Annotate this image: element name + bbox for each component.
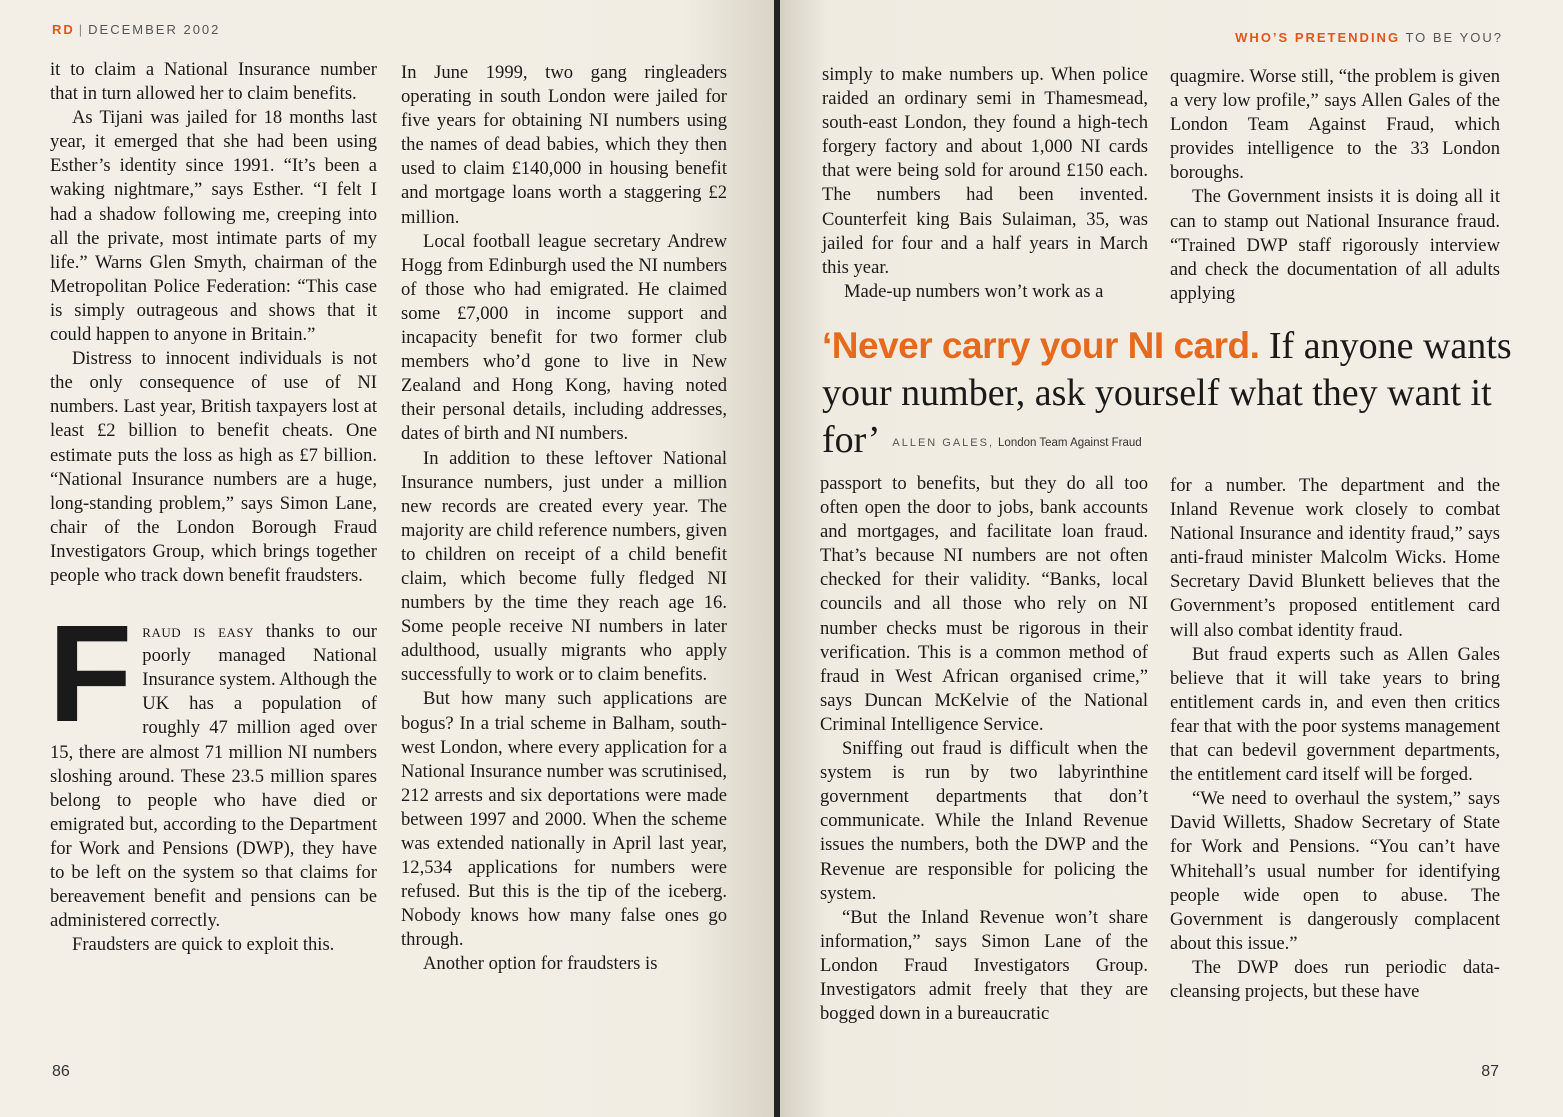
paragraph: The DWP does run periodic data-cleansing projects, but these have: [1170, 956, 1500, 1002]
running-head-left: [52, 22, 220, 37]
paragraph: The Government insists it is doing all it can to stamp out National Insurance fraud. “Trained DWP staff rigorously interview and check the documentation of all adults applying: [1170, 186, 1500, 304]
pull-quote-text: If anyone wants your number, ask yourself what they want it for’: [822, 325, 1512, 461]
attribution-name: ALLEN GALES,: [892, 436, 995, 449]
paragraph: Made-up numbers won’t work as a: [844, 280, 1104, 302]
left-column-1: [50, 58, 377, 957]
paragraph: Distress to innocent individuals is not the only consequence of use of NI numbers. Last year, British taxpayers lost at least £2 billion to benefit cheats. One estimate puts the loss as high as £7 billion. “National Insurance numbers are a huge, long-standing problem,” says Simon Lane, chair of the London Borough Fraud Investigators Group, which brings together people who track down benefit fraudsters.: [50, 348, 377, 586]
article-title-rest: TO BE YOU?: [1400, 30, 1503, 45]
attribution-org: London Team Against Fraud: [998, 436, 1142, 449]
paragraph: But how many such applications are bogus? In a trial scheme in Balham, south-west London, where every application for a National Insurance number was scrutinised, 212 arrests and six deportations were made between 1997 and 2000. When the scheme was extended nationally in April last year, 12,534 applications for numbers were refused. But this is the tip of the iceberg. Nobody knows how many false ones go through.: [401, 688, 727, 951]
lead-in-smallcaps: raud is easy: [142, 621, 255, 643]
pull-quote: [822, 322, 1522, 467]
paragraph: for a number. The department and the Inland Revenue work closely to combat National Insurance and identity fraud,” says anti-fraud minister Malcolm Wicks. Home Secretary David Blunkett believes that the Government’s proposed entitlement card will also combat identity fraud.: [1170, 475, 1500, 641]
right-column-2-top: [1170, 65, 1500, 306]
left-page: [0, 0, 776, 1117]
pull-quote-attribution: [892, 437, 1141, 449]
issue-date: DECEMBER 2002: [88, 22, 221, 37]
running-head-separator: |: [78, 22, 85, 37]
paragraph: it to claim a National Insurance number that in turn allowed her to claim benefits.: [50, 59, 377, 105]
paragraph: “We need to overhaul the system,” says David Willetts, Shadow Secretary of State for Work and Pensions. “You can’t have Whitehall’s usual number for identifying people wide open to abuse. The Government is dangerously complacent about this issue.”: [1170, 788, 1500, 954]
right-column-1-top: [822, 63, 1148, 304]
right-column-2-bottom: [1170, 474, 1500, 1004]
drop-cap: F: [48, 597, 133, 752]
page-number-right: 87: [1481, 1063, 1499, 1080]
paragraph: In June 1999, two gang ringleaders operating in south London were jailed for five years for obtaining NI numbers using the names of dead babies, which they then used to claim £140,000 in housing benefit and mortgage loans worth a staggering £2 million.: [401, 62, 727, 228]
paragraph: Sniffing out fraud is difficult when the system is run by two labyrinthine government departments that don’t communicate. While the Inland Revenue issues the numbers, both the DWP and the Revenue are responsible for policing the system.: [820, 738, 1148, 904]
dropcap-paragraph: [48, 597, 377, 933]
magazine-logo: RD: [52, 22, 75, 37]
paragraph: Another option for fraudsters is: [423, 953, 658, 975]
paragraph: quagmire. Worse still, “the problem is given a very low profile,” says Allen Gales of the London Team Against Fraud, which provides intelligence to the 33 London boroughs.: [1170, 66, 1500, 184]
paragraph: passport to benefits, but they do all too often open the door to jobs, bank accounts and mortgages, and facilitate loan fraud. That’s because NI numbers are not often checked for their validity. “Banks, local councils and all those who rely on NI number checks must be rigorous in their verification. This is a common method of fraud in West African organised crime,” says Duncan McKelvie of the National Criminal Intelligence Service.: [820, 473, 1148, 735]
paragraph: But fraud experts such as Allen Gales believe that it will take years to bring entitlement cards in, and even then critics fear that with the poor systems management that can bedevil government departments, the entitlement card itself will be forged.: [1170, 643, 1500, 786]
paragraph: Fraudsters are quick to exploit this.: [72, 934, 335, 956]
paragraph: simply to make numbers up. When police raided an ordinary semi in Thamesmead, south-east London, they found a high-tech forgery factory and about 1,000 NI cards that were being sold for around £150 each. The numbers had been invented. Counterfeit king Bais Sulaiman, 35, was jailed for four and a half years in March this year.: [822, 64, 1148, 278]
right-column-1-bottom: [820, 472, 1148, 1026]
paragraph: As Tijani was jailed for 18 months last year, it emerged that she had been using Esther’s identity since 1991. “It’s been a waking nightmare,” says Esther. “I felt I had a shadow following me, creeping into all the private, most intimate parts of my life.” Warns Glen Smyth, chairman of the Metropolitan Police Federation: “This case is simply outrageous and shows that it could happen to anyone in Britain.”: [50, 107, 377, 346]
article-title-highlight: WHO’S PRETENDING: [1235, 30, 1401, 45]
page-number-left: 86: [52, 1063, 70, 1080]
paragraph: Local football league secretary Andrew Hogg from Edinburgh used the NI numbers of those who had emigrated. He claimed some £7,000 in income support and incapacity benefit for two former club members who’d gone to live in New Zealand and Hong Kong, having noted their personal details, including addresses, dates of birth and NI numbers.: [401, 230, 727, 445]
pull-quote-lead: ‘Never carry your NI card.: [822, 325, 1260, 366]
running-head-right: [1235, 30, 1503, 45]
left-column-2: [401, 61, 727, 977]
paragraph: “But the Inland Revenue won’t share information,” says Simon Lane of the London Fraud Investigators Group. Investigators admit freely that they are bogged down in a bureaucratic: [820, 906, 1148, 1025]
right-page: [780, 0, 1563, 1117]
paragraph-text: thanks to our poorly managed National Insurance system. Although the UK has a population of roughly 47 million aged over 15, there are almost 71 million NI numbers sloshing around. These 23.5 million spares belong to people who have died or emigrated but, according to the Department for Work and Pensions (DWP), they have to be left on the system so that claims for bereavement benefit and pensions can be administered correctly.: [50, 621, 377, 932]
paragraph: In addition to these leftover National Insurance numbers, just under a million new records are created every year. The majority are child reference numbers, given to children on receipt of a child benefit claim, which become fully fledged NI numbers by the time they reach age 16. Some people receive NI numbers in later adulthood, usually migrants who apply successfully to work or to claim benefits.: [401, 447, 727, 686]
